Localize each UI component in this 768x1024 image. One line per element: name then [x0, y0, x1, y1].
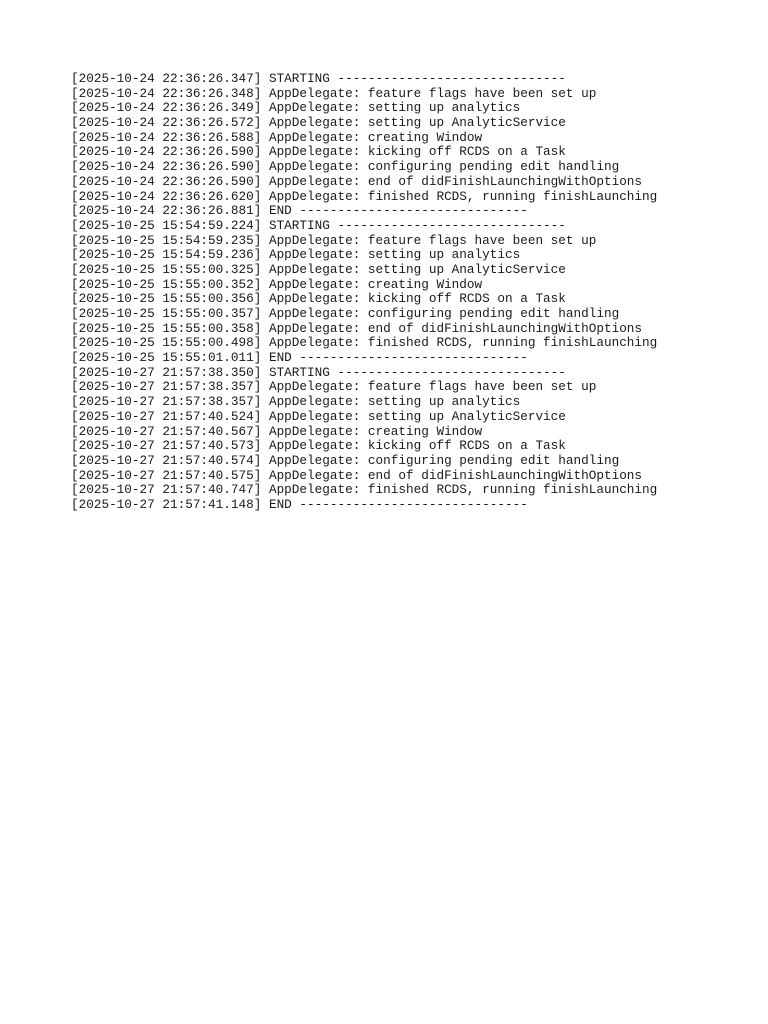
log-line: [2025-10-24 22:36:26.620] AppDelegate: finished RCDS, running finishLaunching [71, 188, 658, 204]
log-line: [2025-10-27 21:57:40.574] AppDelegate: configuring pending edit handling [71, 452, 620, 468]
log-line: [2025-10-25 15:55:00.356] AppDelegate: kicking off RCDS on a Task [71, 291, 566, 307]
log-line: [2025-10-25 15:54:59.236] AppDelegate: setting up analytics [71, 247, 521, 263]
log-line: [2025-10-25 15:55:00.357] AppDelegate: configuring pending edit handling [71, 306, 620, 321]
log-line: [2025-10-25 15:55:00.358] AppDelegate: end of didFinishLaunchingWithOptions [71, 320, 643, 336]
log-line: [2025-10-24 22:36:26.590] AppDelegate: kicking off RCDS on a Task [71, 144, 566, 160]
log-line: [2025-10-27 21:57:38.357] AppDelegate: setting up analytics [71, 394, 521, 410]
log-line: [2025-10-24 22:36:26.572] AppDelegate: setting up AnalyticService [71, 115, 566, 131]
log-line: [2025-10-25 15:55:00.498] AppDelegate: finished RCDS, running finishLaunching [71, 335, 658, 351]
log-line: [2025-10-24 22:36:26.588] AppDelegate: creating Window [71, 129, 483, 145]
log-line: [2025-10-24 22:36:26.349] AppDelegate: setting up analytics [71, 100, 521, 116]
log-line: [2025-10-27 21:57:40.573] AppDelegate: kicking off RCDS on a Task [71, 438, 566, 454]
log-line: [2025-10-27 21:57:40.567] AppDelegate: creating Window [71, 423, 483, 439]
log-line: [2025-10-24 22:36:26.347] STARTING ------------------------------ [71, 71, 566, 86]
log-line: [2025-10-27 21:57:40.524] AppDelegate: setting up AnalyticService [71, 408, 566, 424]
log-line: [2025-10-24 22:36:26.590] AppDelegate: configuring pending edit handling [71, 159, 620, 175]
log-line: [2025-10-25 15:55:00.325] AppDelegate: setting up AnalyticService [71, 261, 566, 277]
log-line: [2025-10-27 21:57:40.575] AppDelegate: end of didFinishLaunchingWithOptions [71, 467, 643, 483]
log-line: [2025-10-25 15:54:59.235] AppDelegate: feature flags have been set up [71, 232, 597, 248]
log-line: [2025-10-24 22:36:26.881] END ------------------------------ [71, 203, 528, 219]
log-line: [2025-10-24 22:36:26.590] AppDelegate: end of didFinishLaunchingWithOptions [71, 173, 643, 189]
log-line: [2025-10-24 22:36:26.348] AppDelegate: feature flags have been set up [71, 85, 597, 101]
log-line: [2025-10-27 21:57:38.350] STARTING ------------------------------ [71, 364, 566, 380]
log-line: [2025-10-25 15:55:00.352] AppDelegate: creating Window [71, 276, 483, 292]
log-line: [2025-10-27 21:57:40.747] AppDelegate: finished RCDS, running finishLaunching [71, 482, 658, 498]
log-text-block [71, 72, 657, 513]
log-line: [2025-10-27 21:57:41.148] END ------------------------------ [71, 496, 528, 512]
log-line: [2025-10-25 15:55:01.011] END ------------------------------ [71, 350, 528, 366]
log-line: [2025-10-25 15:54:59.224] STARTING ------------------------------ [71, 217, 566, 233]
log-line: [2025-10-27 21:57:38.357] AppDelegate: feature flags have been set up [71, 379, 597, 395]
